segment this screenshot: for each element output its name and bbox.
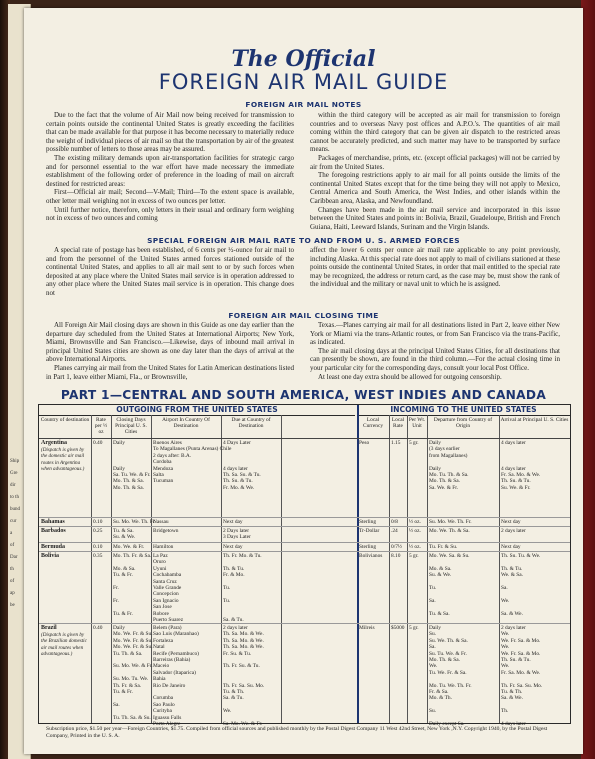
airport-name: Iguassu Falls (153, 714, 182, 721)
notes-left-paragraph: The existing military demands upon air-transportation facilities for strategic cargo and for personnel essential to the war effort have made necessary the immediate establishment of the following order of preference in the loading of mail on aircraft destined for restricted areas: (46, 153, 294, 188)
notes-heading: FOREIGN AIR MAIL NOTES (245, 100, 362, 109)
due-days: Fr. & Mo. (223, 572, 245, 579)
arrival-days: We. & Sa. (501, 572, 524, 579)
airport-name: Oruro (153, 559, 166, 566)
table-column-rule (111, 415, 112, 723)
weight-unit: 5 gr. (409, 440, 419, 446)
closing-days: Fr. (113, 597, 119, 604)
country-name: Bolivia (41, 553, 60, 559)
closing-days: Tu. & Fr. (113, 572, 133, 579)
table-header-cell: Due at Country of Destination (231, 417, 271, 429)
arrival-days: Th. (501, 708, 509, 715)
country-name: Bermuda (41, 544, 65, 550)
rate-value: 0.25 (93, 528, 103, 534)
notes-left-paragraph: Until further notice, therefore, only letters in their usual and ordinary form weighing not in excess of two ounces and coming (46, 205, 294, 223)
due-days: 2 days later (223, 625, 248, 631)
due-days: Th. & Tu. (223, 565, 245, 572)
closing-right-paragraph: Texas.—Planes carrying air mail for all destinations listed in Part 2, leave either New York or Miami via the trans-Atlantic routes, or from San Francisco via the trans-Pacific, as indicated. (310, 321, 560, 347)
due-days: 3 Days Later (223, 534, 251, 541)
airport-name: Puerto Suarez (153, 617, 184, 623)
part-1-title: PART 1—CENTRAL AND SOUTH AMERICA, WEST INDIES AND CANADA (60, 388, 547, 402)
arrival-days: Th. Su. & Tu. (501, 478, 531, 485)
local-currency: Tr-Dollar (359, 528, 380, 534)
airport-name: Corumba (153, 695, 174, 702)
airport-name: Valle Grande (153, 585, 182, 591)
table-row-rule (39, 517, 570, 518)
special-rate-heading: SPECIAL FOREIGN AIR MAIL RATE TO AND FROM U. S. ARMED FORCES (147, 236, 460, 245)
due-days: Sa. & Tu. (223, 617, 244, 623)
closing-days: Daily (113, 465, 125, 472)
departure-days: Su. (429, 708, 437, 715)
arrival-days: We. (501, 663, 510, 670)
previous-page-fragment: Ship (10, 459, 20, 464)
due-days: We. (223, 708, 232, 715)
weight-unit: 5 gr. (409, 625, 419, 631)
local-currency: Peso (359, 440, 370, 446)
departure-days: Fr. & Sa. (429, 689, 449, 695)
departure-days: Sa. (429, 597, 436, 604)
local-currency: Bolivianos (359, 553, 383, 559)
departure-days: Su. (429, 631, 437, 638)
departure-days: Su. Tu. We. & Fr. (429, 650, 467, 657)
table-row-rule (39, 623, 570, 624)
closing-days: Su. Mo. Tu. We. (113, 676, 149, 683)
country-name: Argentina (41, 440, 67, 446)
rate-value: 0.40 (93, 440, 103, 446)
airport-name: Salvador (Itaparica) (153, 669, 196, 676)
due-days: Th. Sa. Mo. & We. (223, 631, 264, 638)
table-header-rule (39, 438, 570, 439)
airport-name: Barreiras (Bahia) (153, 657, 191, 663)
previous-page-fragment: be (10, 603, 15, 608)
country-name: Brazil (41, 625, 57, 631)
table-header-cell: Per Wt. Unit (408, 417, 426, 429)
due-days: Next day (223, 519, 243, 525)
departure-days: Sa. (429, 644, 436, 651)
special-right-column (310, 246, 560, 289)
table-column-rule (281, 415, 282, 723)
local-rate: .24 (391, 528, 398, 534)
table-column-rule (427, 415, 428, 723)
previous-page-fragment: Gre (10, 471, 18, 476)
previous-page-fragment: dir (10, 483, 16, 488)
arrival-days: Su. We. & Fr. (501, 484, 531, 491)
table-column-rule (407, 415, 408, 723)
due-days: Th. Sa. Mo. & We. (223, 644, 264, 651)
airport-name: Uyuni (153, 565, 167, 572)
table-header-cell: Airport In Country Of Destination (162, 417, 210, 429)
arrival-days: Sa. & We. (501, 695, 523, 702)
previous-page-fragment: th (10, 567, 14, 572)
airport-name: Fortaleza (153, 637, 174, 644)
previous-page-fragment: of (10, 579, 15, 584)
due-days: Th. Fr. Su. & Tu. (223, 663, 260, 670)
departure-days: Mo. We. Sa. & Su. (429, 553, 470, 559)
table-header-cell: Closing Days Principal U. S. Cities (115, 417, 147, 435)
closing-days: Mo. We. Fr. & Su. (113, 644, 153, 651)
closing-days: Mo. & Sa. (113, 565, 136, 572)
departure-days: Tu. & Sa. (429, 610, 450, 617)
closing-days: Sa. (113, 701, 120, 708)
closing-days: Su. Mo. We. & Fr. (113, 663, 153, 670)
departure-days: Mo. We. Th. & Sa. (429, 528, 470, 534)
previous-page-fragment: Dar (10, 555, 18, 560)
closing-left-paragraph: Planes carrying air mail from the United States for Latin American destinations listed in Part 1, leave either Miami, Fla., or Brownsville, (46, 363, 294, 381)
closing-left-paragraph: All Foreign Air Mail closing days are shown in this Guide as one day earlier than the departure day scheduled from the United States at International Airports; New York, Miami, Brownsville and San Francisco.—Likewise, days of inbound mail arrival in principal United States cities are shown as one day later than the days of arrival at the above International Airports. (46, 321, 294, 364)
closing-days: Fr. (113, 585, 119, 591)
closing-days: Th. Fr. & Sa. (113, 682, 142, 689)
arrival-days: Th. & Tu. (501, 565, 523, 572)
airport-name: Nassau (153, 519, 169, 525)
departure-days: Mo. Th. & Sa. (429, 657, 461, 663)
closing-right-paragraph: The air mail closing days at the principal United States Cities, for all destinations that can presently be shown, are found in the third column.—For the actual closing time in your particular city for the corresponding days, consult your local Post Office. (310, 346, 560, 372)
closing-days: Tu. & Fr. (113, 689, 133, 695)
notes-left-column (46, 111, 294, 223)
airport-name: Natal (153, 644, 165, 651)
closing-days: Daily (113, 625, 125, 631)
airport-name: San Jose (153, 604, 172, 611)
local-rate: 1.15 (391, 440, 401, 446)
notes-right-column (310, 111, 560, 231)
due-days: Fr. Su. & Tu. (223, 650, 252, 657)
airport-name: 2 days after: B.A. (153, 452, 192, 459)
book-cover-edge (581, 0, 595, 759)
airport-name: Cordoba (153, 459, 172, 466)
airport-name: Sao Paulo (153, 701, 175, 708)
closing-days: Tu. Th. & Sa. (113, 650, 143, 657)
closing-right-column (310, 321, 560, 381)
due-days: Next day (223, 544, 243, 550)
special-right-text: affect the lower 6 cents per ounce air mail rate applicable to any point previously, including Alaska. At this special rate does not apply to mail of civilians stationed at these points outside the continental United States, in order that mail entitled to the special rate may be recognized, the address or return card, as the case may be, must show the rank of the individual and the military or naval unit to which he is assigned. (310, 246, 560, 289)
airport-name: Concepcion (153, 591, 179, 598)
airport-name: Mendoza (153, 465, 174, 472)
local-rate: 8.10 (391, 553, 401, 559)
guide-page (24, 8, 583, 754)
arrival-days: 2 days later (501, 528, 526, 534)
local-rate: 0/7½ (391, 544, 402, 550)
due-days: Th. Fr. Sa. Su. Mo. (223, 682, 265, 689)
arrival-days: Sa. & We. (501, 610, 523, 617)
airport-name: Hamilton (153, 544, 174, 550)
arrival-days: Th. Su. Tu. & We. (501, 553, 541, 559)
arrival-days: 2 days later (501, 625, 526, 631)
outgoing-heading: OUTGOING FROM THE UNITED STATES (39, 405, 355, 416)
airport-name: Recife (Pernambuco) (153, 650, 199, 657)
closing-days: Mo. We. Fr. & Su. (113, 637, 153, 644)
arrival-days: 4 days later (501, 465, 526, 472)
closing-time-heading: FOREIGN AIR MAIL CLOSING TIME (228, 311, 379, 320)
table-header-cell: Departure from Country of Origin (433, 417, 493, 429)
airport-name: Robore (153, 610, 169, 617)
closing-days: Mo. Th. & Sa. (113, 478, 145, 485)
closing-right-paragraph: At least one day extra should be allowed for outgoing censorship. (318, 372, 502, 381)
closing-days: Su. & We. (113, 534, 136, 541)
local-currency: Milreis (359, 625, 375, 631)
departure-days: Tu. Fr. & Su. (429, 544, 458, 550)
airport-name: Cochabamba (153, 572, 182, 579)
closing-days: Su. Mo. We. Th. Fr. (113, 519, 156, 525)
arrival-days: Th. Fr. Sa. Su. Mo. (501, 682, 543, 689)
airport-name: San Ignacio (153, 597, 179, 604)
table-header-cell: Country of destination (40, 417, 90, 423)
arrival-days: We. (501, 631, 510, 638)
title-main: FOREIGN AIR MAIL GUIDE (158, 70, 449, 94)
notes-right-paragraph: within the third category will be accepted as air mail for transmission to foreign countries and to overseas Navy post offices and A.P.O.'s. The quantities of air mail coming within the third category that can be given air dispatch to the restricted areas cannot be accurately predicted, and such matter may have to be transported by surface means. (310, 111, 560, 154)
table-header-cell: Rate per ½ oz (94, 417, 108, 435)
closing-days: Mo. Th. & Sa. (113, 484, 145, 491)
closing-days: Tu. Th. Sa. & Su. (113, 714, 151, 721)
departure-days: Tu. We. Fr. & Sa. (429, 669, 467, 676)
closing-left-column (46, 321, 294, 381)
local-currency: Sterling (359, 519, 377, 525)
country-name: Barbados (41, 528, 66, 534)
due-days: Tu. (223, 597, 231, 604)
airport-name: Belem (Para) (153, 625, 182, 631)
closing-days: Mo. We. Fr. & Su. (113, 631, 153, 638)
departure-days: (3 days earlier (429, 446, 460, 453)
closing-days: Mo. We. & Fr. (113, 544, 145, 550)
airport-name: Santa Cruz (153, 578, 177, 585)
departure-days: Mo. & Sa. (429, 565, 452, 572)
arrival-days: 4 days later (501, 440, 526, 446)
departure-days: Su. & We. (429, 572, 452, 579)
rate-value: 0.40 (93, 625, 103, 631)
notes-right-paragraph: The foregoing restrictions apply to air mail for all points outside the limits of the continental United States except that for the time being they will not apply to Mexico, Central America and South America, the West Indies, and other islands within the Caribbean area, Alaska, and Newfoundland. (310, 171, 560, 205)
notes-right-paragraph: Packages of merchandise, prints, etc. (except official packages) will not be carried by air from the United States. (310, 153, 560, 171)
local-rate: $5000 (391, 625, 405, 631)
arrival-days: Fr. Sa. Mo. & We. (501, 669, 541, 676)
previous-page-fragment: bund (10, 507, 20, 512)
country-note: (Dispatch is given by the domestic air mail routes in Argentina when advantageous.) (41, 447, 85, 473)
due-days: Sa. Mo. We. & Fr. (223, 721, 263, 727)
departure-days: Su. We. Th. & Sa. (429, 637, 468, 644)
table-column-rule (221, 415, 222, 723)
due-days: Fr. Mo. & We. (223, 484, 255, 491)
weight-unit: ½ oz. (409, 528, 421, 534)
country-name: Bahamas (41, 519, 65, 525)
due-days: Th. Fr. Mo. & Tu. (223, 553, 262, 559)
previous-page-fragment: ap (10, 591, 15, 596)
notes-left-paragraph: First—Official air mail; Second—V-Mail; Third—To the extent space is available, other letter mail weighing not in excess of two ounces per letter. (46, 188, 294, 205)
table-row-rule (39, 551, 570, 552)
due-days: Th. Sa. Su. & Tu. (223, 472, 261, 478)
departure-days: Daily (429, 465, 441, 472)
table-row-rule (39, 526, 570, 527)
arrival-days: Fr. Sa. Mo. & We. (501, 472, 541, 478)
closing-days: Tu. & Sa. (113, 528, 134, 534)
table-header-cell: Local Rate (391, 417, 405, 429)
airport-name: Salta (153, 472, 164, 478)
weight-unit: ½ oz. (409, 519, 421, 525)
rate-value: 0.35 (93, 553, 103, 559)
table-header-cell: Local Currency (362, 417, 384, 429)
departure-days: Sa. We. & Fr. (429, 484, 459, 491)
airport-name: Sao Luis (Maranhao) (153, 631, 199, 638)
due-days: 2 Days later (223, 528, 250, 534)
previous-page-fragment: cur (10, 519, 17, 524)
rate-value: 0.10 (93, 544, 103, 550)
airport-name: Curityba (153, 708, 172, 715)
arrival-days: We. Fr. Sa. & Mo. (501, 637, 541, 644)
airport-name: Maceio (153, 663, 170, 670)
local-rate: 0/8 (391, 519, 398, 525)
arrival-days: We. (501, 644, 510, 651)
departure-days: Mo. Tu. Th. & Sa. (429, 472, 469, 478)
airport-name: Tucuman (153, 478, 174, 485)
airport-name: Rio De Janeiro (153, 682, 186, 689)
departure-days: from Magallanes) (429, 452, 468, 459)
departure-days: Daily except Sa. (429, 721, 465, 727)
airport-name: La Paz (153, 553, 168, 559)
departure-days: Mo. Tu. We. Th. Fr. (429, 682, 472, 689)
due-days: Tu. & Th. (223, 689, 245, 695)
arrival-days: We. Fr. Sa. & Mo. (501, 650, 541, 657)
departure-days: Su. Mo. We. Th. Fr. (429, 519, 472, 525)
departure-days: Tu. (429, 585, 437, 591)
previous-page-fragment: a (10, 531, 13, 536)
notes-right-paragraph: Changes have been made in the air mail service and incorporated in this issue between the United States and points in: Bolivia, Brazil, Guadeloupe, British and French Guiana, Haiti, Leeward Islands, Surinam and the Virgin Islands. (310, 205, 560, 231)
table-header-cell: Arrival at Principal U. S. Cities (500, 417, 569, 423)
special-left-text: A special rate of postage has been established, of 6 cents per ½-ounce for air mail to and from the personnel of the United States armed forces stationed outside of the continental United States, and applies to all air mail sent to or by such forces when deposited at any place where the United States mail service is in operation addressed to any other place where the United States mail service is in operation. This change does not (46, 246, 294, 297)
previous-page-fragment: of (10, 543, 15, 548)
due-days: Th. Sa. Mo. & We. (223, 637, 264, 644)
arrival-days: Next day (501, 544, 521, 550)
closing-days: Tu. & Fr. (113, 610, 133, 617)
local-currency: Sterling (359, 544, 377, 550)
closing-days: Sa. Tu. We. & Fr. (113, 472, 151, 478)
airport-name: Bahia (153, 676, 166, 683)
arrival-days: Th. Su. & Tu. (501, 657, 531, 663)
country-note: (Dispatch is given by the Brazilian domestic air mail routes when advantageous.) (41, 632, 87, 658)
due-days: 4 days later (223, 465, 248, 472)
weight-unit: ½ oz. (409, 544, 421, 550)
departure-days: Daily (429, 625, 441, 631)
due-days: 4 Days Later (223, 440, 251, 446)
arrival-days: Next day (501, 519, 521, 525)
incoming-heading: INCOMING TO THE UNITED STATES (357, 405, 570, 416)
notes-left-paragraph: Due to the fact that the volume of Air Mail now being received for transmission to certain points outside the continental United States is greatly exceeding the facilities that can be made available for that purpose it has become necessary to materially reduce the weight of individual pieces of air mail so that the transportation by air of the greatest possible number of letters to those areas may be assured. (46, 111, 294, 154)
arrival-days: We. (501, 597, 510, 604)
title-official: The Official (231, 46, 376, 72)
previous-page-fragment: to th (10, 495, 20, 500)
table-column-rule (357, 405, 359, 723)
due-days: Tu. (223, 585, 231, 591)
table-column-rule (389, 415, 390, 723)
departure-days: Mo. Th. & Sa. (429, 478, 461, 485)
due-days: Th. Su. & Tu. (223, 478, 253, 485)
table-column-rule (91, 415, 92, 723)
arrival-days: 4 days later (501, 721, 526, 727)
arrival-days: Tu. & Th. (501, 689, 523, 695)
due-days: Sa. & Tu. (223, 695, 244, 702)
departure-days: We. (429, 663, 438, 670)
departure-days: Mo. & Th. (429, 695, 452, 702)
rates-table (38, 404, 571, 727)
airport-name: Porto Alegre (153, 721, 181, 727)
airport-name: Buenos Aires (153, 440, 182, 446)
table-column-rule (151, 415, 152, 723)
rate-value: 0.10 (93, 519, 103, 525)
footer-copyright: Subscription price, $1.50 per year—Foreign Countries, $1.75. Compiled from official sources and published monthly by the Postal Digest Company 11 West 42nd Street, New York ,N.Y. Copyright 1940, by the Postal Digest Company, Printed in the U. S. A. (46, 726, 548, 739)
closing-days: Mo. Th. Fr. & Sa. (113, 553, 152, 559)
closing-days: Daily (113, 440, 125, 446)
weight-unit: 5 gr. (409, 553, 419, 559)
table-column-rule (499, 415, 500, 723)
airport-name: Bridgetown (153, 528, 179, 534)
airport-name: To Magallanes (Punta Arenas) Chile (153, 446, 232, 453)
arrival-days: Sa. (501, 585, 508, 591)
special-left-column (46, 246, 294, 298)
departure-days: Daily (429, 440, 441, 446)
table-row-rule (39, 542, 570, 543)
